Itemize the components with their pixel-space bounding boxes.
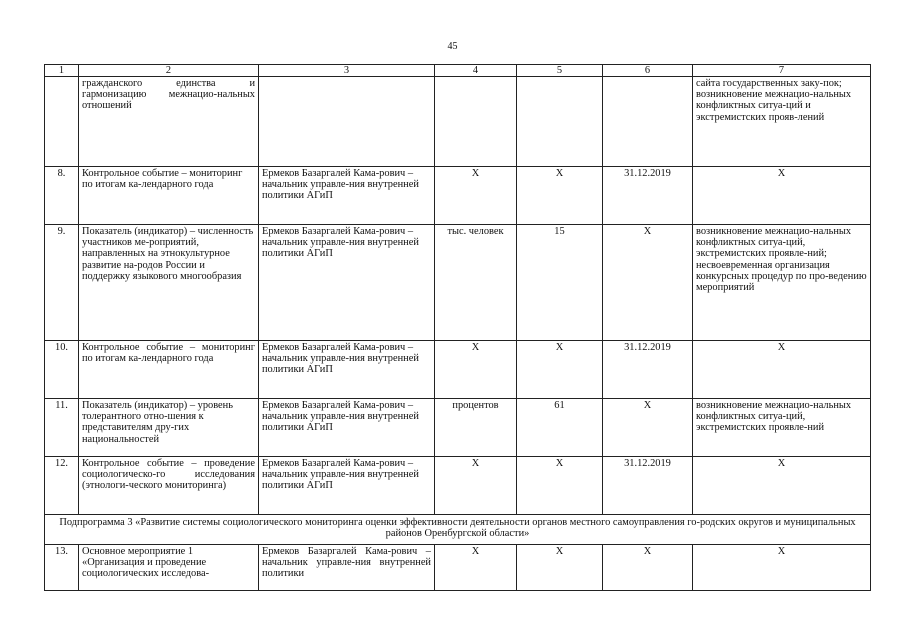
- row-number: 9.: [45, 225, 79, 341]
- responsible: Ермеков Базаргалей Кама-рович – начальник управле-ния внутренней политики АГиП: [259, 341, 435, 399]
- value: Х: [517, 545, 603, 591]
- event-name: Показатель (индикатор) – уровень толерантного отно-шения к представителям дру-гих национальностей: [79, 399, 259, 457]
- risks: сайта государственных заку-пок; возникновение межнацио-нальных конфликтных ситуа-ций и экстремистских прояв-лений: [693, 77, 871, 167]
- unit: Х: [435, 545, 517, 591]
- value: Х: [517, 167, 603, 225]
- risks: возникновение межнацио-нальных конфликтных ситуа-ций, экстремистских проявле-ний; несвоевременная организация конкурсных процедур по про-ведению мероприятий: [693, 225, 871, 341]
- table-row: [45, 545, 871, 591]
- event-name: Контрольное событие – проведение социологическо-го исследования (этнологи-ческого мониторинга): [79, 457, 259, 515]
- unit: [435, 77, 517, 167]
- risks: возникновение межнацио-нальных конфликтных ситуа-ций, экстремистских проявле-ний: [693, 399, 871, 457]
- column-number: 5: [517, 65, 603, 77]
- column-number-row: [45, 65, 871, 77]
- column-number: 1: [45, 65, 79, 77]
- table-row: [45, 77, 871, 167]
- responsible: [259, 77, 435, 167]
- event-name: Контрольное событие – мониторинг по итогам ка-лендарного года: [79, 341, 259, 399]
- responsible: Ермеков Базаргалей Кама-рович – начальник управле-ния внутренней политики: [259, 545, 435, 591]
- row-number: [45, 77, 79, 167]
- date: 31.12.2019: [603, 167, 693, 225]
- date: [603, 77, 693, 167]
- table-row: [45, 167, 871, 225]
- unit: Х: [435, 167, 517, 225]
- row-number: 8.: [45, 167, 79, 225]
- subprogram-title: Подпрограмма 3 «Развитие системы социологического мониторинга оценки эффективности деятельности органов местного самоуправления го-родских округов и муниципальных районов Оренбургской области»: [45, 515, 871, 545]
- page-number: 45: [447, 41, 458, 52]
- unit: тыс. человек: [435, 225, 517, 341]
- value: Х: [517, 457, 603, 515]
- table-row: [45, 399, 871, 457]
- value: Х: [517, 341, 603, 399]
- row-number: 10.: [45, 341, 79, 399]
- responsible: Ермеков Базаргалей Кама-рович – начальник управле-ния внутренней политики АГиП: [259, 167, 435, 225]
- column-number: 4: [435, 65, 517, 77]
- event-name: Показатель (индикатор) – численность участников ме-роприятий, направленных на этнокультурное развитие на-родов России и поддержку языкового многообразия: [79, 225, 259, 341]
- row-number: 12.: [45, 457, 79, 515]
- subprogram-row: [45, 515, 871, 545]
- value: [517, 77, 603, 167]
- event-name: Основное мероприятие 1 «Организация и проведение социологических исследова-: [79, 545, 259, 591]
- table-row: [45, 341, 871, 399]
- date: 31.12.2019: [603, 457, 693, 515]
- value: 15: [517, 225, 603, 341]
- column-number: 3: [259, 65, 435, 77]
- table-row: [45, 225, 871, 341]
- responsible: Ермеков Базаргалей Кама-рович – начальник управле-ния внутренней политики АГиП: [259, 457, 435, 515]
- responsible: Ермеков Базаргалей Кама-рович – начальник управле-ния внутренней политики АГиП: [259, 225, 435, 341]
- date: Х: [603, 399, 693, 457]
- unit: процентов: [435, 399, 517, 457]
- risks: Х: [693, 457, 871, 515]
- risks: Х: [693, 341, 871, 399]
- risks: Х: [693, 167, 871, 225]
- plan-table: [44, 64, 871, 591]
- row-number: 11.: [45, 399, 79, 457]
- risks: Х: [693, 545, 871, 591]
- column-number: 2: [79, 65, 259, 77]
- event-name: Контрольное событие – мониторинг по итогам ка-лендарного года: [79, 167, 259, 225]
- unit: Х: [435, 457, 517, 515]
- date: 31.12.2019: [603, 341, 693, 399]
- unit: Х: [435, 341, 517, 399]
- event-name: гражданского единства и гармонизацию межнацио-нальных отношений: [79, 77, 259, 167]
- column-number: 6: [603, 65, 693, 77]
- value: 61: [517, 399, 603, 457]
- date: Х: [603, 545, 693, 591]
- responsible: Ермеков Базаргалей Кама-рович – начальник управле-ния внутренней политики АГиП: [259, 399, 435, 457]
- row-number: 13.: [45, 545, 79, 591]
- table-row: [45, 457, 871, 515]
- column-number: 7: [693, 65, 871, 77]
- date: Х: [603, 225, 693, 341]
